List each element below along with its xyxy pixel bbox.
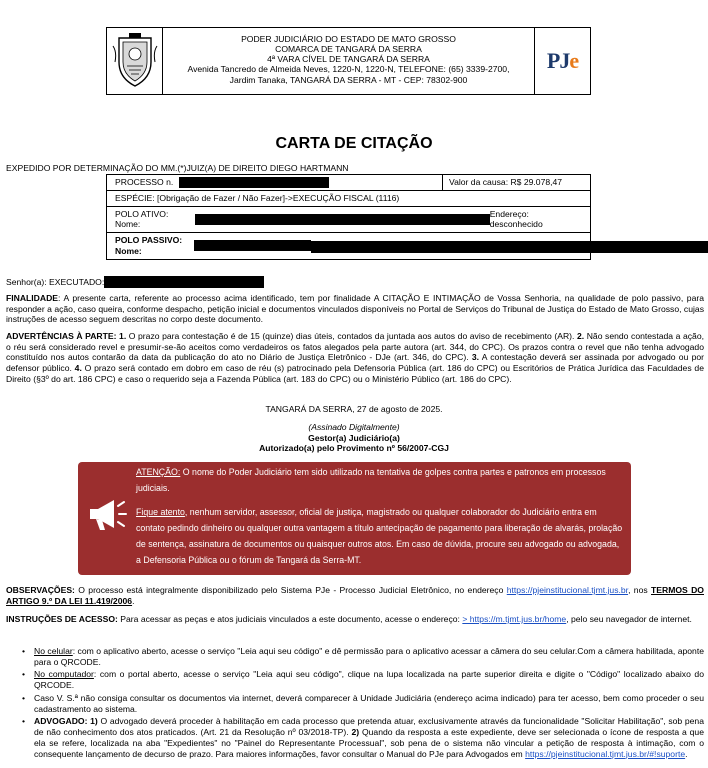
advogado-text-1: O advogado deverá proceder à habilitação em cada processo que pretenda atuar, exclusivamente através da funcionalidade "Solicitar Habilitação", sob pena de não conhecimento dos atos praticados. (Art. 21 da Resolução nº 03/2018-TP). [34, 716, 704, 738]
atencao-label: ATENÇÃO: [136, 467, 181, 477]
scam-alert-banner [78, 462, 631, 575]
especie-row [106, 191, 591, 207]
polo-passivo-row [106, 233, 591, 259]
court-seal [107, 28, 163, 94]
process-info-table [106, 174, 591, 260]
expedido-line: EXPEDIDO POR DETERMINAÇÃO DO MM.(*)JUIZ(A) DE DIREITO DIEGO HARTMANN [6, 163, 349, 173]
advertencias-paragraph [6, 331, 704, 385]
polo-ativo-label: POLO ATIVO: Nome: [115, 208, 169, 230]
date-line: TANGARÁ DA SERRA, 27 de agosto de 2025. [265, 404, 443, 414]
valor-causa: Valor da causa: R$ 29.078,47 [442, 175, 590, 190]
celular-text: : com o aplicativo aberto, acesse o serviço "Leia aqui seu código" e dê permissão para o aplicativo acessar a câmera do seu celular.Com a câmera habilitada, aponte para o QRCODE. [34, 646, 705, 667]
atencao-text: O nome do Poder Judiciário tem sido utilizado na tentativa de golpes contra partes e patronos em processos judiciais. [136, 467, 606, 494]
senhor-line [6, 276, 264, 288]
polo-passivo-label: POLO PASSIVO: Nome: [115, 235, 183, 256]
list-item-celular [22, 646, 704, 667]
page-title: CARTA DE CITAÇÃO [275, 135, 433, 152]
assinado-digitalmente: (Assinado Digitalmente) [308, 422, 400, 432]
header-line-5: Jardim Tanaka, TANGARÁ DA SERRA - MT - CEP: 78302-900 [229, 74, 468, 85]
pje-logo-e: e [569, 48, 579, 74]
list-item-computador [22, 669, 704, 690]
observacoes-text-2: , nos [628, 585, 651, 595]
processo-label: PROCESSO n. [115, 177, 174, 188]
redacted-processo-number [179, 177, 329, 188]
observacoes-text-1: O processo está integralmente disponibilizado pelo Sistema PJe - Processo Judicial Eletrônico, no endereço [74, 585, 507, 595]
fique-atento-text: , nenhum servidor, assessor, oficial de justiça, magistrado ou qualquer colaborador do Judiciário entra em contato pedindo dinheiro ou qualquer outra vantagem a título antecipação de pagamento para liberação de alvarás, prolação de sentença, assinatura de documentos ou quaisquer outros atos. Em caso de dúvida, procure seu advogado ou advogada, a Defensoria Pública ou o fórum de Tangará da Serra-MT. [136, 506, 623, 566]
advertencia-1-text: O prazo para contestação é de 15 (quinze) dias úteis, contados da juntada aos autos do aviso de recebimento (AR). [126, 331, 577, 341]
header-line-2: COMARCA DE TANGARÁ DA SERRA [275, 44, 422, 55]
observacoes-paragraph [6, 585, 704, 606]
coat-of-arms-icon [111, 32, 159, 90]
unidade-text: Caso V. S.ª não consiga consultar os documentos via internet, deverá comparecer à Unidade Judiciária (endereço acima indicado) para ter acesso, bem como proceder o seu cadastramento ao sistema. [34, 692, 704, 714]
advertencia-4-text: O prazo será contado em dobro em caso de réu (s) patrocinado pela Defensoria Pública (art. 186 do CPC) ou Escritórios de Prática Jurídica das Faculdades de Direito (§3º do art. 186 CPC) e caso o requerido seja a Fazenda Pública (art. 183 do CPC) ou o Ministério Público (art. 186 do CPC). [6, 363, 704, 384]
redacted-polo-ativo-name [195, 214, 490, 225]
advertencia-2-number: 2. [576, 331, 585, 341]
polo-ativo-row [106, 207, 591, 233]
fique-atento-label: Fique atento [136, 506, 185, 517]
header-line-4: Avenida Tancredo de Almeida Neves, 1220-N, 1220-N, TELEFONE: (65) 3339-2700, [187, 64, 510, 75]
advertencia-4-number: 4. [74, 363, 82, 374]
tjmt-home-link[interactable]: > https://m.tjmt.jus.br/home [462, 614, 567, 624]
instrucoes-text-2: , pelo seu navegador de internet. [566, 614, 692, 624]
megaphone-icon [84, 492, 128, 536]
finalidade-paragraph [6, 293, 704, 325]
header-text [163, 28, 534, 94]
gestor-title: Gestor(a) Judiciário(a) [308, 432, 400, 443]
endereco-text: Endereço: desconhecido [489, 208, 543, 230]
fique-atento-paragraph [136, 504, 624, 569]
instrucoes-paragraph [6, 614, 704, 625]
pje-institucional-link[interactable]: https://pjeinstitucional.tjmt.jus.br [506, 585, 629, 595]
senhor-label: Senhor(a): EXECUTADO: [6, 276, 105, 287]
header-line-3: 4ª VARA CÍVEL DE TANGARÁ DA SERRA [267, 54, 430, 65]
document-header [106, 27, 591, 95]
advogado-number-2: 2) [351, 727, 360, 738]
observacoes-label: OBSERVAÇÕES: [6, 585, 75, 595]
list-item-advogado [22, 716, 704, 759]
processo-row [106, 174, 591, 191]
computador-text: : com o portal aberto, acesse o serviço "Leia aqui seu código", clique na lupa localizada na parte superior direita e digite o "Código" localizado abaixo do QRCODE. [34, 669, 704, 691]
alert-text [136, 464, 624, 569]
advertencias-label: ADVERTÊNCIAS À PARTE: [6, 331, 117, 341]
advogado-end: . [685, 748, 688, 759]
advertencia-3-text: A contestação deverá ser assinada por advogado ou por defensor público. [6, 352, 705, 374]
access-instructions-list [22, 646, 704, 761]
signature-block [0, 422, 708, 454]
celular-label: No celular [34, 646, 73, 656]
advogado-text-2: Quando da resposta a este expediente, deve ser selecionada o ícone de resposta a que ela se refere, localizada na aba "Expedientes" no "Painel do Representante Processual", sob pena de o sistema não vincular a petição de resposta à intimação, com o consequente lançamento de decurso de prazo. Para maiores informações, favor consultar o Manual do PJe para Advogados em [34, 727, 704, 759]
atencao-paragraph [136, 464, 624, 497]
pje-logo [534, 28, 590, 94]
observacoes-text-3: . [132, 595, 135, 606]
instrucoes-text-1: Para acessar as peças e atos judiciais vinculados a este documento, acesse o endereço: [117, 614, 463, 624]
pje-logo-pj: PJ [546, 48, 570, 74]
termos-lei: TERMOS DO ARTIGO 9.º DA LEI 11.419/2006 [6, 585, 704, 606]
especie-text: ESPÉCIE: [Obrigação de Fazer / Não Fazer]->EXECUÇÃO FISCAL (1116) [115, 193, 400, 203]
header-line-1: PODER JUDICIÁRIO DO ESTADO DE MATO GROSSO [241, 34, 456, 44]
list-item-unidade [22, 693, 704, 714]
advertencia-3-number: 3. [471, 352, 480, 363]
instrucoes-label: INSTRUÇÕES DE ACESSO: [6, 614, 118, 624]
finalidade-text: : A presente carta, referente ao processo acima identificado, tem por finalidade A CITAÇÃO E INTIMAÇÃO de Vossa Senhoria, na qualidade de polo passivo, para responder a ação, caso queira, conforme despacho, petição inicial e documentos vinculados disponíveis no Portal de Serviços do Tribunal de Justiça do Estado de Mato Grosso, cujas instruções de acesso seguem descritas no corpo deste documento. [6, 293, 704, 325]
advogado-label: ADVOGADO: 1) [34, 716, 98, 727]
redacted-polo-passivo-name [194, 240, 312, 251]
advertencia-1-number: 1. [119, 331, 127, 341]
finalidade-label: FINALIDADE [6, 293, 59, 303]
autorizado-line: Autorizado(a) pelo Provimento nº 56/2007-CGJ [259, 443, 449, 454]
pje-suporte-link[interactable]: https://pjeinstitucional.tjmt.jus.br/#!suporte [525, 748, 686, 759]
redacted-polo-passivo-address [311, 241, 708, 253]
computador-label: No computador [34, 669, 94, 680]
redacted-executado-name [104, 276, 264, 288]
advertencia-2-text: Não sendo contestada a ação, o réu será considerado revel e presumir-se-ão aceitos como verdadeiros os fatos alegados pela parte autora (art. 344, do CPC). Os prazos contra o revel que não tenha advogado constituído nos autos contarão da data da publicação do ato no Diário de Justiça Eletrônico - DJe (art. 346, do CPC). [6, 331, 704, 363]
